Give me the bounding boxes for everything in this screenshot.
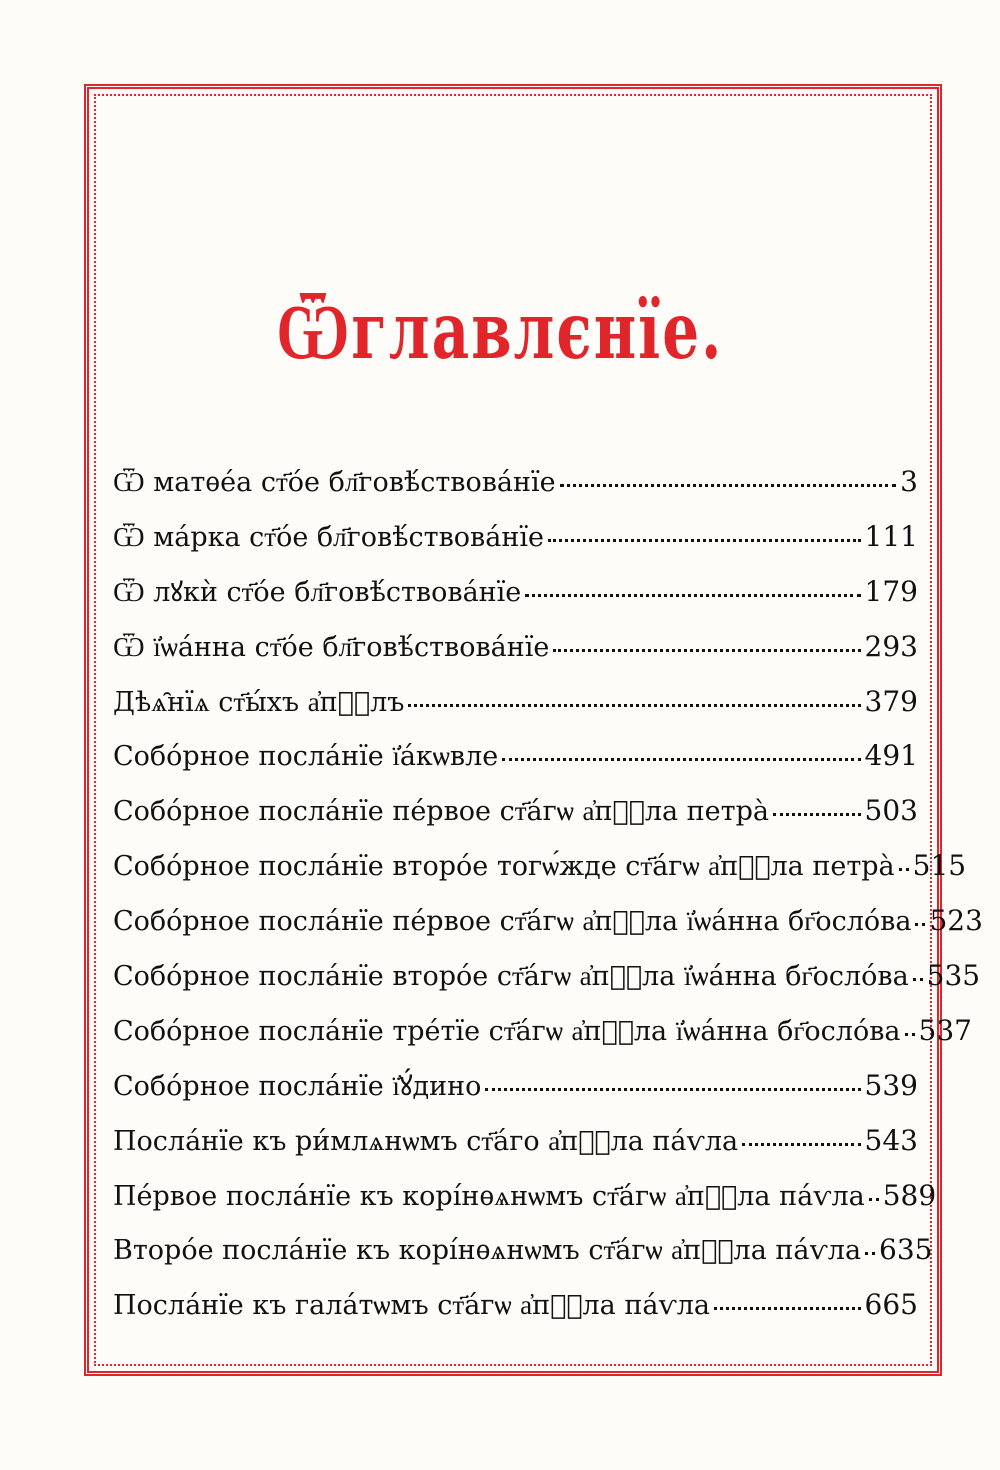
dot-leader bbox=[408, 703, 860, 707]
table-of-contents bbox=[113, 455, 983, 1333]
toc-entry-page-number: 179 bbox=[864, 574, 918, 608]
dot-leader bbox=[485, 1087, 860, 1091]
dot-leader bbox=[525, 593, 860, 597]
toc-entry-page-number: 635 bbox=[879, 1233, 933, 1267]
toc-entry-page-number: 379 bbox=[864, 684, 918, 718]
toc-entry[interactable] bbox=[113, 1004, 972, 1059]
toc-entry-page-number: 589 bbox=[882, 1178, 937, 1212]
dot-leader bbox=[502, 757, 860, 761]
toc-entry-page-number: 535 bbox=[926, 959, 981, 993]
dot-leader bbox=[899, 867, 909, 871]
toc-entry-title: Ѿ ї҆ѡа́нна ст҃о́е бл҃говѣ́ствова́нїе bbox=[113, 631, 550, 663]
toc-entry[interactable] bbox=[113, 1223, 933, 1278]
toc-entry[interactable] bbox=[113, 839, 967, 894]
toc-entry-page-number: 665 bbox=[864, 1288, 918, 1322]
toc-entry[interactable] bbox=[113, 1278, 918, 1333]
toc-entry[interactable] bbox=[113, 784, 918, 839]
dot-leader bbox=[560, 483, 897, 487]
dot-leader bbox=[714, 1306, 861, 1310]
toc-entry-title: Собо́рное посла́нїе второ́е ст҃а́гѡ а҆пⷭ҇ла ї҆ѡа́нна бг҃осло́ва bbox=[113, 961, 909, 993]
toc-entry-page-number: 503 bbox=[864, 794, 918, 828]
toc-entry-title: Второ́е посла́нїе къ корі́нѳѧнѡмъ ст҃а́гѡ а҆пⷭ҇ла па́ѵла bbox=[113, 1235, 862, 1267]
toc-entry-title: Пе́рвое посла́нїе къ корі́нѳѧнѡмъ ст҃а́гѡ а҆пⷭ҇ла па́ѵла bbox=[113, 1180, 865, 1212]
toc-entry-title: Собо́рное посла́нїе пе́рвое ст҃а́гѡ а҆пⷭ҇ла ї҆ѡа́нна бг҃осло́ва bbox=[113, 906, 912, 938]
toc-entry-page-number: 515 bbox=[912, 849, 967, 883]
dot-leader bbox=[773, 812, 861, 816]
toc-entry[interactable] bbox=[113, 1114, 918, 1169]
toc-entry[interactable] bbox=[113, 729, 918, 784]
toc-entry[interactable] bbox=[113, 510, 918, 565]
toc-entry-title: Собо́рное посла́нїе тре́тїе ст҃а́гѡ а҆пⷭ҇ла ї҆ѡа́нна бг҃осло́ва bbox=[113, 1015, 901, 1047]
dot-leader bbox=[913, 977, 923, 981]
toc-entry-title: Собо́рное посла́нїе пе́рвое ст҃а́гѡ а҆пⷭ҇ла петра̀ bbox=[113, 796, 769, 828]
dot-leader bbox=[548, 538, 861, 542]
toc-entry-page-number: 543 bbox=[864, 1123, 918, 1157]
toc-entry-page-number: 3 bbox=[900, 465, 918, 498]
dot-leader bbox=[553, 648, 860, 652]
toc-entry[interactable] bbox=[113, 1059, 918, 1114]
toc-entry-title: Посла́нїе къ гала́тѡмъ ст҃а́гѡ а҆пⷭ҇ла па́ѵла bbox=[113, 1290, 711, 1322]
toc-entry[interactable] bbox=[113, 455, 918, 510]
toc-entry-title: Собо́рное посла́нїе ї҆а́кѡвле bbox=[113, 741, 499, 773]
toc-entry-page-number: 523 bbox=[929, 904, 983, 938]
toc-entry-title: Собо́рное посла́нїе ї҆ꙋ́дино bbox=[113, 1070, 482, 1102]
toc-entry[interactable] bbox=[113, 620, 918, 675]
toc-entry-title: Ѿ лꙋкѝ ст҃о́е бл҃говѣ́ствова́нїе bbox=[113, 576, 522, 608]
toc-entry[interactable] bbox=[113, 565, 918, 620]
dot-leader bbox=[865, 1251, 875, 1255]
dot-leader bbox=[915, 922, 925, 926]
toc-entry-title: Дѣѧ̑нїѧ ст҃ы́хъ а҆пⷭ҇лъ bbox=[113, 686, 405, 718]
dot-leader bbox=[869, 1197, 879, 1201]
toc-entry[interactable] bbox=[113, 894, 983, 949]
toc-entry-page-number: 537 bbox=[918, 1013, 972, 1047]
page-title: Ѿглавлєнїе. bbox=[276, 285, 724, 377]
dot-leader bbox=[905, 1032, 915, 1036]
toc-entry-title: Собо́рное посла́нїе второ́е тогѡ́жде ст҃а́гѡ а҆пⷭ҇ла петра̀ bbox=[113, 851, 895, 883]
toc-entry[interactable] bbox=[113, 1169, 937, 1224]
toc-entry-title: Ѿ ма́рка ст҃о́е бл҃говѣ́ствова́нїе bbox=[113, 521, 544, 553]
toc-entry-title: Ѿ матѳе́а ст҃о́е бл҃говѣ́ствова́нїе bbox=[113, 467, 556, 498]
toc-entry-page-number: 539 bbox=[864, 1068, 918, 1102]
dot-leader bbox=[742, 1142, 860, 1146]
toc-entry-page-number: 491 bbox=[864, 739, 918, 773]
toc-entry[interactable] bbox=[113, 949, 981, 1004]
toc-entry-page-number: 111 bbox=[864, 519, 918, 553]
toc-entry[interactable] bbox=[113, 675, 918, 730]
toc-entry-page-number: 293 bbox=[864, 629, 918, 663]
toc-entry-title: Посла́нїе къ ри́млѧнѡмъ ст҃а́го а҆пⷭ҇ла па́ѵла bbox=[113, 1125, 739, 1157]
